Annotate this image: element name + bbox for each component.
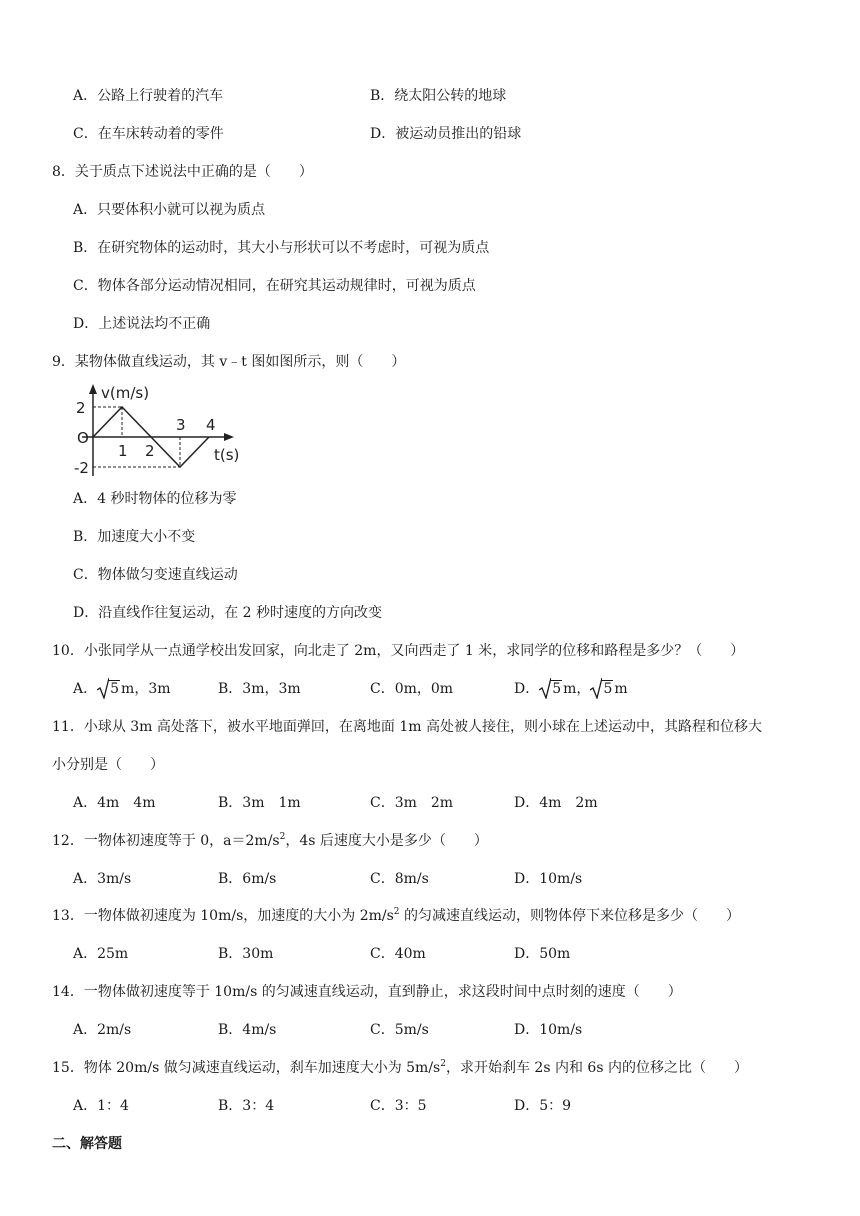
t-axis-arrow [224,433,234,441]
q15-option-a: A．1：4 [73,1098,129,1114]
q13-stem-part1: 13．一物体做初速度为 10m/s，加速度的大小为 2m/s [52,908,394,924]
q10-option-d [514,679,628,699]
sqrt-symbol [539,679,562,699]
q9-option-a: A．4 秒时物体的位移为零 [73,491,237,507]
q12-stem-part1: 12．一物体初速度等于 0，a＝2m/s [52,833,280,849]
q7-option-c: C．在车床转动着的零件 [73,126,224,142]
q10-a-radicand: 5 [110,681,120,697]
q10-option-c: C．0m，0m [370,681,454,697]
q14-stem: 14．一物体做初速度等于 10m/s 的匀减速直线运动，直到静止，求这段时间中点时刻的速度（ ） [52,984,682,1000]
q9-option-c: C．物体做匀变速直线运动 [73,567,238,583]
q15-option-c: C．3：5 [370,1098,427,1114]
q12-stem [52,831,488,851]
y-tick-neg2: -2 [74,459,89,477]
q13-option-a: A．25m [73,946,129,962]
q15-option-b: B．3：4 [218,1098,275,1114]
x-tick-3: 3 [176,416,186,434]
q11-stem-line1: 11．小球从 3m 高处落下，被水平地面弹回，在离地面 1m 高处被人接住，则小球在上述运动中，其路程和位移大 [52,719,762,735]
q12-option-d: D．10m/s [514,871,583,887]
q8-option-b: B．在研究物体的运动时，其大小与形状可以不考虑时，可视为质点 [73,240,490,256]
q13-option-c: C．40m [370,946,426,962]
x-axis-label: t(s) [214,446,240,464]
q10-stem: 10．小张同学从一点通学校出发回家，向北走了 2m，又向西走了 1 米，求同学的位移和路程是多少？（ ） [52,643,745,659]
q8-option-d: D．上述说法均不正确 [73,316,211,332]
q15-stem-part2: ，求开始刹车 2s 内和 6s 内的位移之比（ ） [445,1060,748,1076]
q12-stem-sup: 2 [279,832,286,842]
q7-option-b: B．绕太阳公转的地球 [370,88,507,104]
q15-stem [52,1058,748,1078]
q14-option-d: D．10m/s [514,1022,583,1038]
x-tick-2: 2 [145,442,155,460]
x-tick-1: 1 [118,442,128,460]
q14-option-c: C．5m/s [370,1022,429,1038]
q10-d-radicand1: 5 [552,681,562,697]
q10-d-radicand2: 5 [603,681,613,697]
q13-stem-part2: 的匀减速直线运动，则物体停下来位移是多少（ ） [399,908,740,924]
q13-option-b: B．30m [218,946,274,962]
q12-option-b: B．6m/s [218,871,277,887]
q10-d-prefix: D． [514,681,540,697]
sqrt-symbol [97,679,120,699]
q11-stem-line2: 小分别是（ ） [52,757,164,773]
q15-option-d: D．5：9 [514,1098,572,1114]
q13-option-d: D．50m [514,946,571,962]
q9-option-b: B．加速度大小不变 [73,529,196,545]
q14-option-b: B．4m/s [218,1022,277,1038]
section-title-answer-questions: 二、解答题 [52,1136,122,1152]
q11-option-c: C．3m 2m [370,795,454,811]
y-tick-2: 2 [76,399,86,417]
q11-option-d: D．4m 2m [514,795,598,811]
q15-stem-part1: 15．物体 20m/s 做匀减速直线运动，刹车加速度大小为 5m/s [52,1060,441,1076]
q15-stem-sup: 2 [440,1059,446,1069]
x-tick-4: 4 [206,416,216,434]
q12-option-a: A．3m/s [73,871,132,887]
q9-option-d: D．沿直线作往复运动，在 2 秒时速度的方向改变 [73,605,383,621]
q9-stem: 9．某物体做直线运动，其 v﹣t 图如图所示，则（ ） [52,354,406,370]
origin-label: O [77,429,89,447]
q10-option-b: B．3m，3m [218,681,301,697]
q7-option-d: D．被运动员推出的铅球 [370,126,522,142]
q11-option-b: B．3m 1m [218,795,301,811]
q8-option-c: C．物体各部分运动情况相同，在研究其运动规律时，可视为质点 [73,278,476,294]
q12-option-c: C．8m/s [370,871,429,887]
q14-option-a: A．2m/s [73,1022,132,1038]
q10-a-suffix: m，3m [121,681,171,697]
q13-stem [52,906,740,926]
q11-option-a: A．4m 4m [73,795,156,811]
q10-option-a [73,679,171,699]
q13-stem-sup: 2 [393,907,400,917]
q8-option-a: A．只要体积小就可以视为质点 [73,202,266,218]
q10-d-mid: m， [563,681,591,697]
q7-option-a: A．公路上行驶着的汽车 [73,88,224,104]
q10-d-suffix: m [614,681,628,697]
q10-a-prefix: A． [73,681,98,697]
sqrt-symbol [590,679,613,699]
y-axis-label: v(m/s) [101,384,150,402]
q8-stem: 8．关于质点下述说法中正确的是（ ） [52,164,313,180]
q12-stem-part2: ，4s 后速度大小是多少（ ） [285,833,488,849]
v-axis-arrow [89,384,97,394]
vt-graph [74,380,244,480]
